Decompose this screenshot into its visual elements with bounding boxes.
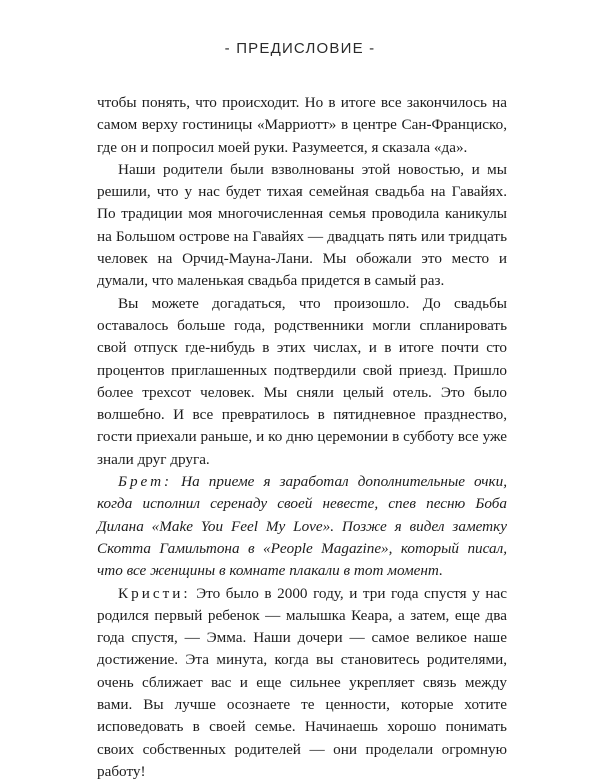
paragraph-guests: Вы можете догадаться, что произошло. До свадьбы оставалось больше года, родственники могли спланировать свой отпуск где-нибудь в этих числах, и в итоге почти сто процентов приглашенных подтвердили свой приезд. Пришло более трехсот человек. Мы сняли целый отель. Это было волшебно. И все превратилось в пятидневное празднество, гости приехали раньше, и ко дню церемонии в субботу все уже знали друг друга. <box>97 294 507 468</box>
bret-text-3: , который писал, что все женщины в комнате плакали в тот момент. <box>97 539 507 580</box>
speaker-kristi: Кристи: <box>118 584 191 602</box>
bret-text-2: . Позже я видел заметку Скотта Гамильтона в <box>97 517 507 557</box>
paragraph-kristi <box>97 583 507 783</box>
magazine-title: «People Magazine» <box>262 539 389 557</box>
paragraph-wedding-plan: Наши родители были взволнованы этой новостью, и мы решили, что у нас будет тихая семейная свадьба на Гавайях. По традиции моя многочисленная семья проводила каникулы на Большом острове на Гавайях — двадцать пять или тридцать человек на Орчид-Мауна-Лани. Мы обожали это место и думали, что маленькая свадьба придется в самый раз. <box>97 160 507 290</box>
speaker-bret: Брет: <box>118 473 173 491</box>
song-title: «Make You Feel My Love» <box>151 517 331 535</box>
kristi-text: Это было в 2000 году, и три года спустя у нас родился первый ребенок — малышка Кеара, а затем, еще два года спустя, — Эмма. Наши дочери — самое великое наше достижение. Эта минута, когда вы становитесь родителями, очень сближает вас и еще сильнее укрепляет связь между вами. Вы лучше осознаете те ценности, которые хотите исповедовать в своей семье. Начинаешь хорошо понимать своих собственных родителей — они проделали огромную работу! <box>97 584 507 780</box>
paragraph-bret <box>97 471 507 582</box>
running-head: - ПРЕДИСЛОВИЕ - <box>224 40 376 57</box>
bret-text-1: На приеме я заработал дополнительные очки, когда исполнил серенаду своей невесте, спев песню Боба Дилана <box>97 473 507 535</box>
paragraph-continuation: чтобы понять, что происходит. Но в итоге все закончилось на самом верху гостиницы «Марриотт» в центре Сан-Франциско, где он и попросил моей руки. Разумеется, я сказала «да». <box>97 94 507 156</box>
page-body <box>97 92 507 783</box>
